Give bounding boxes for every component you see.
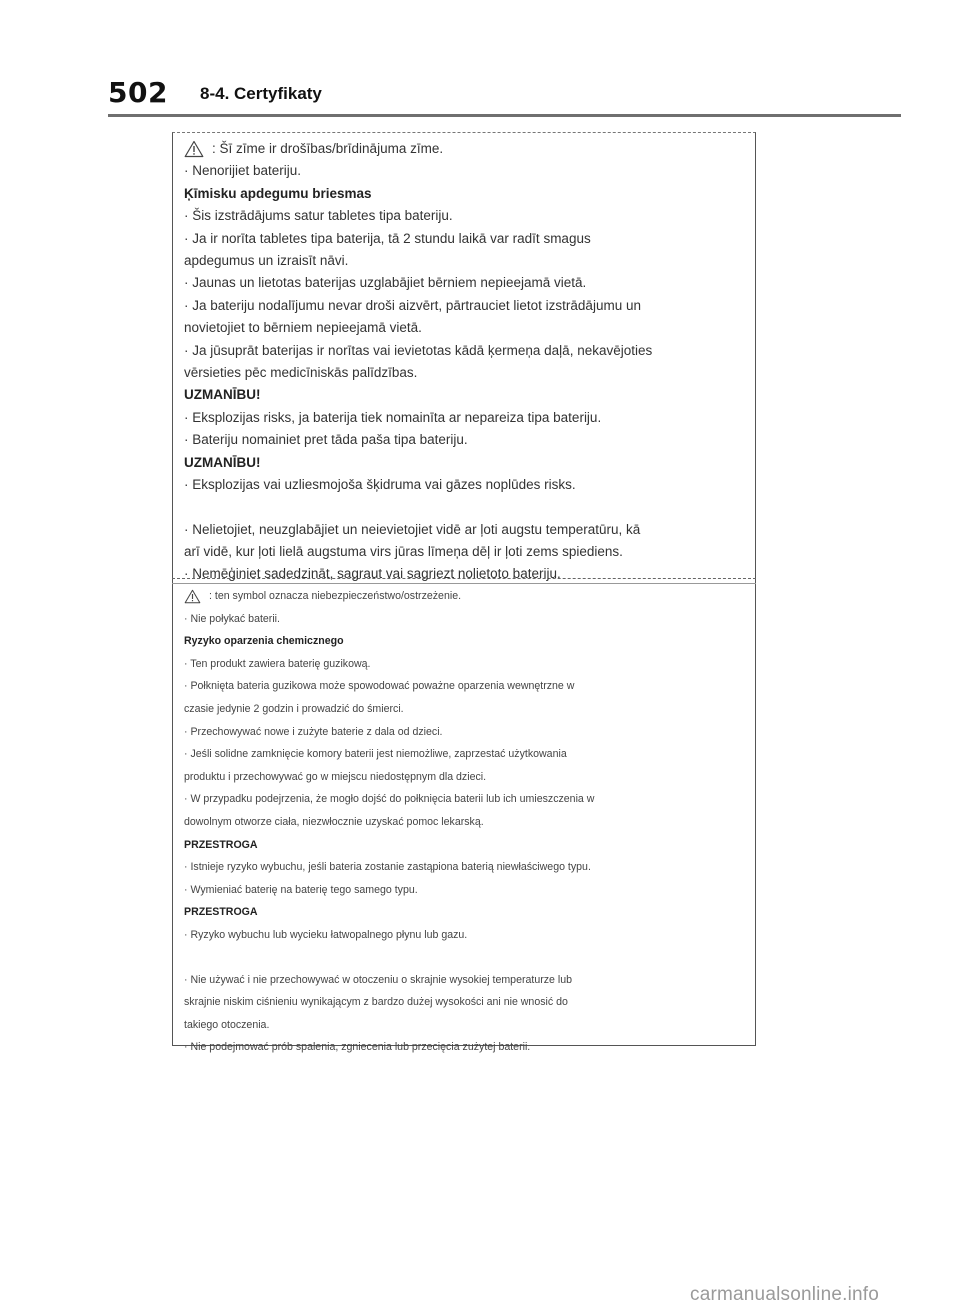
latvian-lines (184, 160, 744, 585)
notice-line: apdegumus un izraisīt nāvi. (184, 253, 349, 269)
notice-heading: UZMANĪBU! (184, 454, 261, 470)
notice-line: · Ja bateriju nodalījumu nevar droši aizvērt, pārtrauciet lietot izstrādājumu un (184, 297, 641, 313)
notice-line: · Bateriju nomainiet pret tāda paša tipa bateriju. (184, 432, 468, 448)
notice-line: · Jeśli solidne zamknięcie komory baterii jest niemożliwe, zaprzestać użytkowania (184, 748, 567, 761)
notice-line: · Jaunas un lietotas baterijas uzglabājiet bērniem nepieejamā vietā. (184, 275, 587, 291)
notice-line: · Šis izstrādājums satur tabletes tipa bateriju. (184, 208, 453, 224)
notice-line: · Połknięta bateria guzikowa może spowodować poważne oparzenia wewnętrzne w (184, 680, 575, 693)
latvian-warning-row (184, 138, 744, 160)
page-header (0, 0, 960, 120)
polish-warning-row (184, 585, 744, 608)
notice-line: · Nie połykać baterii. (184, 612, 280, 625)
notice-line: skrajnie niskim ciśnieniu wynikającym z bardzo dużej wysokości ani nie wnosić do (184, 996, 568, 1009)
notice-line: · Wymieniać baterię na baterię tego samego typu. (184, 883, 418, 896)
notice-line: · Ryzyko wybuchu lub wycieku łatwopalnego płynu lub gazu. (184, 928, 468, 941)
latvian-notice (184, 138, 744, 582)
notice-line: · Eksplozijas risks, ja baterija tiek nomainīta ar nepareiza tipa bateriju. (184, 409, 602, 425)
notice-line: · Istnieje ryzyko wybuchu, jeśli bateria zostanie zastąpiona baterią niewłaściwego typu. (184, 861, 591, 874)
notice-line: · Przechowywać nowe i zużyte baterie z dala od dzieci. (184, 725, 443, 738)
notice-line: dowolnym otworze ciała, niezwłocznie uzyskać pomoc lekarską. (184, 815, 484, 828)
blank-line (184, 497, 744, 519)
notice-heading: PRZESTROGA (184, 838, 258, 851)
polish-lines (184, 608, 744, 1059)
warning-triangle-icon (184, 589, 201, 604)
notice-line: novietojiet to bērniem nepieejamā vietā. (184, 320, 422, 336)
page-number: 502 (108, 76, 168, 109)
blank-line (184, 947, 744, 969)
notice-line: · Nemēģiniet sadedzināt, sagraut vai sagriezt nolietoto bateriju. (184, 566, 561, 582)
notice-heading: PRZESTROGA (184, 906, 258, 919)
notice-line: produktu i przechowywać go w miejscu niedostępnym dla dzieci. (184, 770, 487, 783)
notice-line: · Nelietojiet, neuzglabājiet un neievietojiet vidē ar ļoti augstu temperatūru, kā (184, 521, 641, 537)
notice-line: vērsieties pēc medicīniskās palīdzības. (184, 365, 418, 381)
notice-heading: Ryzyko oparzenia chemicznego (184, 635, 344, 648)
notice-heading: Ķīmisku apdegumu briesmas (184, 185, 372, 201)
notice-line: arī vidē, kur ļoti lielā augstuma virs jūras līmeņa dēļ ir ļoti zems spiediens. (184, 543, 623, 559)
polish-warning-text: : ten symbol oznacza niebezpieczeństwo/ostrzeżenie. (209, 590, 462, 602)
notice-line: · Eksplozijas vai uzliesmojoša šķidruma vai gāzes noplūdes risks. (184, 477, 576, 493)
notice-line: takiego otoczenia. (184, 1018, 270, 1031)
notice-line: · Nie podejmować prób spalenia, zgniecenia lub przecięcia zużytej baterii. (184, 1041, 531, 1054)
polish-notice (184, 585, 744, 1054)
notice-line: · Ja ir norīta tabletes tipa baterija, tā 2 stundu laikā var radīt smagus (184, 230, 591, 246)
latvian-warning-text: : Šī zīme ir drošības/brīdinājuma zīme. (212, 141, 444, 156)
notice-line: · Nie używać i nie przechowywać w otoczeniu o skrajnie wysokiej temperaturze lub (184, 973, 573, 986)
notice-line: · Ten produkt zawiera baterię guzikową. (184, 657, 371, 670)
watermark: carmanualsonline.info (690, 1284, 880, 1305)
notice-heading: UZMANĪBU! (184, 387, 261, 403)
header-rule (108, 114, 901, 117)
notice-line: czasie jedynie 2 godzin i prowadzić do śmierci. (184, 702, 404, 715)
warning-triangle-icon (184, 140, 204, 158)
notice-line: · W przypadku podejrzenia, że mogło dojść do połknięcia baterii lub ich umieszczenia w (184, 793, 595, 806)
section-title: 8-4. Certyfikaty (200, 84, 322, 103)
notice-line: · Nenorijiet bateriju. (184, 163, 302, 179)
notice-line: · Ja jūsuprāt baterijas ir norītas vai ievietotas kādā ķermeņa daļā, nekavējoties (184, 342, 653, 358)
